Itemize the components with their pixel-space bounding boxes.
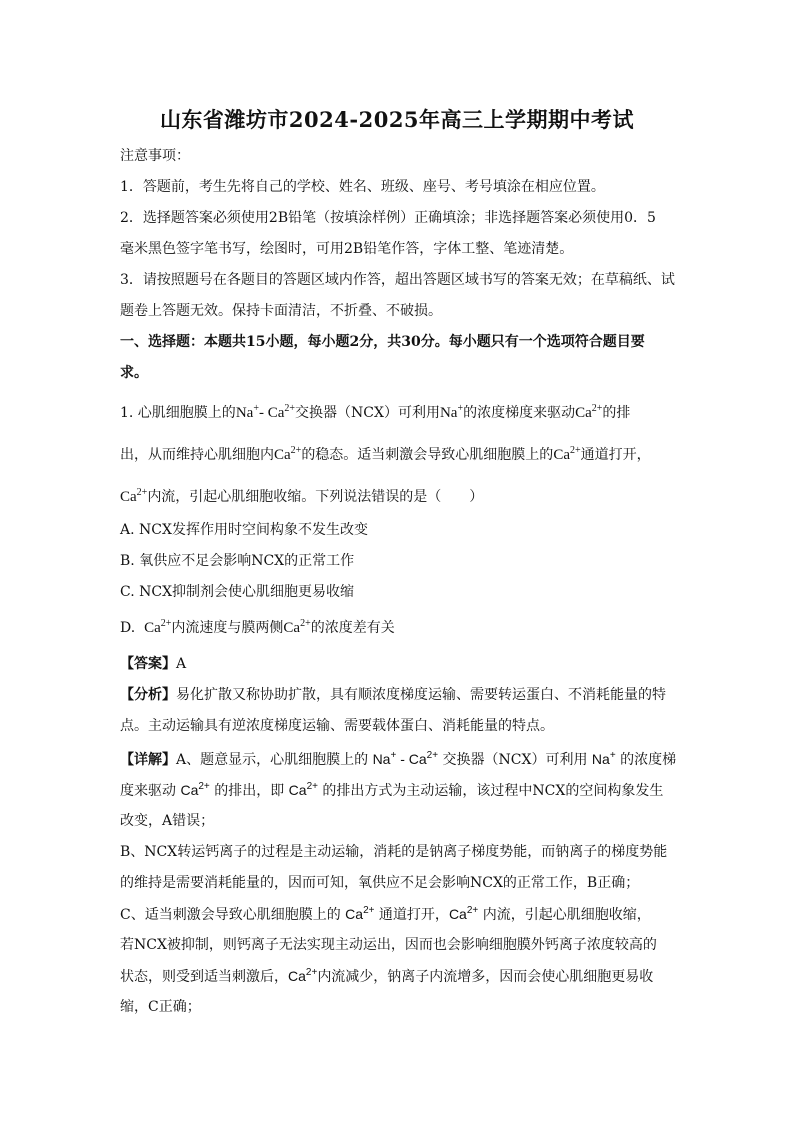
detail-text: 内流，引起心肌细胞收缩， xyxy=(478,907,651,923)
detail-text: 状态，则受到适当刺激后， xyxy=(120,969,288,985)
question-1-line-1 xyxy=(120,403,630,423)
detail-text: C、适当刺激会导致心肌细胞膜上的 xyxy=(120,907,346,923)
detail-text: 的浓度梯 xyxy=(615,752,677,768)
sodium-ion: Na+ xyxy=(372,750,397,767)
option-b: B. 氧供应不足会影响NCX的正常工作 xyxy=(120,553,355,569)
option-d-label: D. xyxy=(120,620,136,636)
q1-text: 1. 心肌细胞膜上的 xyxy=(120,405,236,421)
option-d xyxy=(120,618,395,638)
calcium-ion: $Ca^{2+}$ xyxy=(288,781,318,798)
q1-text: 的浓度梯度来驱动 xyxy=(463,405,576,421)
detail-line-3: 改变，A错误； xyxy=(120,813,215,829)
ion-dash: - xyxy=(258,405,264,421)
calcium-ion: $Ca^{2+}$ xyxy=(274,445,302,463)
section-heading-cont: 求。 xyxy=(120,365,148,381)
q1-text: 的稳态。适当刺激会导致心肌细胞膜上的 xyxy=(301,447,554,463)
option-a: A. NCX发挥作用时空间构象不发生改变 xyxy=(120,522,368,538)
detail-text: 的排出方式为主动运输，该过程中NCX的空间构象发生 xyxy=(317,783,664,799)
detail-line-4: B、NCX转运钙离子的过程是主动运输，消耗的是钠离子梯度势能，而钠离子的梯度势能 xyxy=(120,844,668,860)
calcium-ion: $Ca^{2+}$ xyxy=(553,445,581,463)
calcium-ion: $Ca^{2+}$ xyxy=(408,750,439,767)
notice-item-2: 2．选择题答案必须使用2B铅笔（按填涂样例）正确填涂；非选择题答案必须使用0．5 xyxy=(120,210,656,226)
option-c: C. NCX抑制剂会使心肌细胞更易收缩 xyxy=(120,584,355,600)
detail-label: 【详解】 xyxy=(120,752,176,768)
calcium-ion: $Ca^{2+}$ xyxy=(345,905,375,922)
analysis-line-2: 点。主动运输具有逆浓度梯度运输、需要载体蛋白、消耗能量的特点。 xyxy=(120,718,554,734)
q1-text: 的排 xyxy=(602,405,631,421)
notice-item-2-cont: 毫米黑色签字笔书写，绘图时，可用2B铅笔作答，字体工整、笔迹清楚。 xyxy=(120,241,574,257)
question-1-line-3 xyxy=(120,487,483,507)
notice-item-1: 1．答题前，考生先将自己的学校、姓名、班级、座号、考号填涂在相应位置。 xyxy=(120,179,605,195)
analysis-text: 易化扩散又称协助扩散，具有顺浓度梯度运输、需要转运蛋白、不消耗能量的特 xyxy=(176,687,666,703)
detail-line-7: 若NCX被抑制，则钙离子无法实现主动运出，因而也会影响细胞膜外钙离子浓度较高的 xyxy=(120,937,657,953)
sodium-ion: Na+ xyxy=(591,750,616,767)
calcium-ion: $Ca^{2+}$ xyxy=(448,905,479,922)
detail-line-6 xyxy=(120,904,651,925)
option-d-text: 内流速度与膜两侧 xyxy=(171,620,284,636)
q1-text: 内流，引起心肌细胞收缩。下列说法错误的是（ ） xyxy=(147,489,484,505)
answer-label: 【答案】 xyxy=(120,656,176,672)
calcium-ion: $Ca^{2+}$ xyxy=(120,487,148,505)
question-1-line-2 xyxy=(120,445,651,465)
answer-value: A xyxy=(176,656,187,672)
q1-text: 通道打开， xyxy=(580,447,651,463)
calcium-ion: $Ca^{2+}$ xyxy=(180,781,210,798)
ion-dash: - xyxy=(396,751,409,767)
notice-heading: 注意事项： xyxy=(120,148,190,164)
notice-item-3-cont: 题卷上答题无效。保持卡面清洁，不折叠、不破损。 xyxy=(120,303,442,319)
detail-line-2 xyxy=(120,780,663,801)
sodium-ion: Na+ xyxy=(439,403,464,421)
analysis-label: 【分析】 xyxy=(120,687,176,703)
analysis-line-1 xyxy=(120,685,666,705)
calcium-ion: $Ca^{2+}$ xyxy=(267,403,296,421)
detail-text: 度来驱动 xyxy=(120,783,181,799)
calcium-ion: $Ca^{2+}$ xyxy=(144,618,172,636)
detail-line-8 xyxy=(120,966,653,987)
q1-text: 交换器（NCX）可利用 xyxy=(295,405,440,421)
answer-line xyxy=(120,654,186,674)
detail-text: 内流减少，钠离子内流增多，因而会使心肌细胞更易收 xyxy=(317,969,654,985)
detail-line-5: 的维持是需要消耗能量的，因而可知，氧供应不足会影响NCX的正常工作，B正确； xyxy=(120,875,640,891)
calcium-ion: $Ca^{2+}$ xyxy=(283,618,311,636)
detail-line-9: 缩，C正确； xyxy=(120,999,201,1015)
detail-text: 通道打开， xyxy=(374,907,449,923)
sodium-ion: Na+ xyxy=(235,403,259,421)
detail-line-1 xyxy=(120,749,676,770)
detail-text: A、题意显示，心肌细胞膜上的 xyxy=(176,752,373,768)
calcium-ion: $Ca^{2+}$ xyxy=(288,967,318,984)
calcium-ion: $Ca^{2+}$ xyxy=(575,403,603,421)
option-d-text: 的浓度差有关 xyxy=(310,620,395,636)
detail-text: 交换器（NCX）可利用 xyxy=(438,752,592,768)
page-title: 山东省潍坊市2024-2025年高三上学期期中考试 xyxy=(159,107,635,132)
notice-item-3: 3．请按照题号在各题目的答题区域内作答，超出答题区域书写的答案无效；在草稿纸、试 xyxy=(120,272,675,288)
section-heading: 一、选择题：本题共15小题，每小题2分，共30分。每小题只有一个选项符合题目要 xyxy=(120,334,645,350)
detail-text: 的排出，即 xyxy=(209,783,289,799)
q1-text: 出，从而维持心肌细胞内 xyxy=(120,447,274,463)
